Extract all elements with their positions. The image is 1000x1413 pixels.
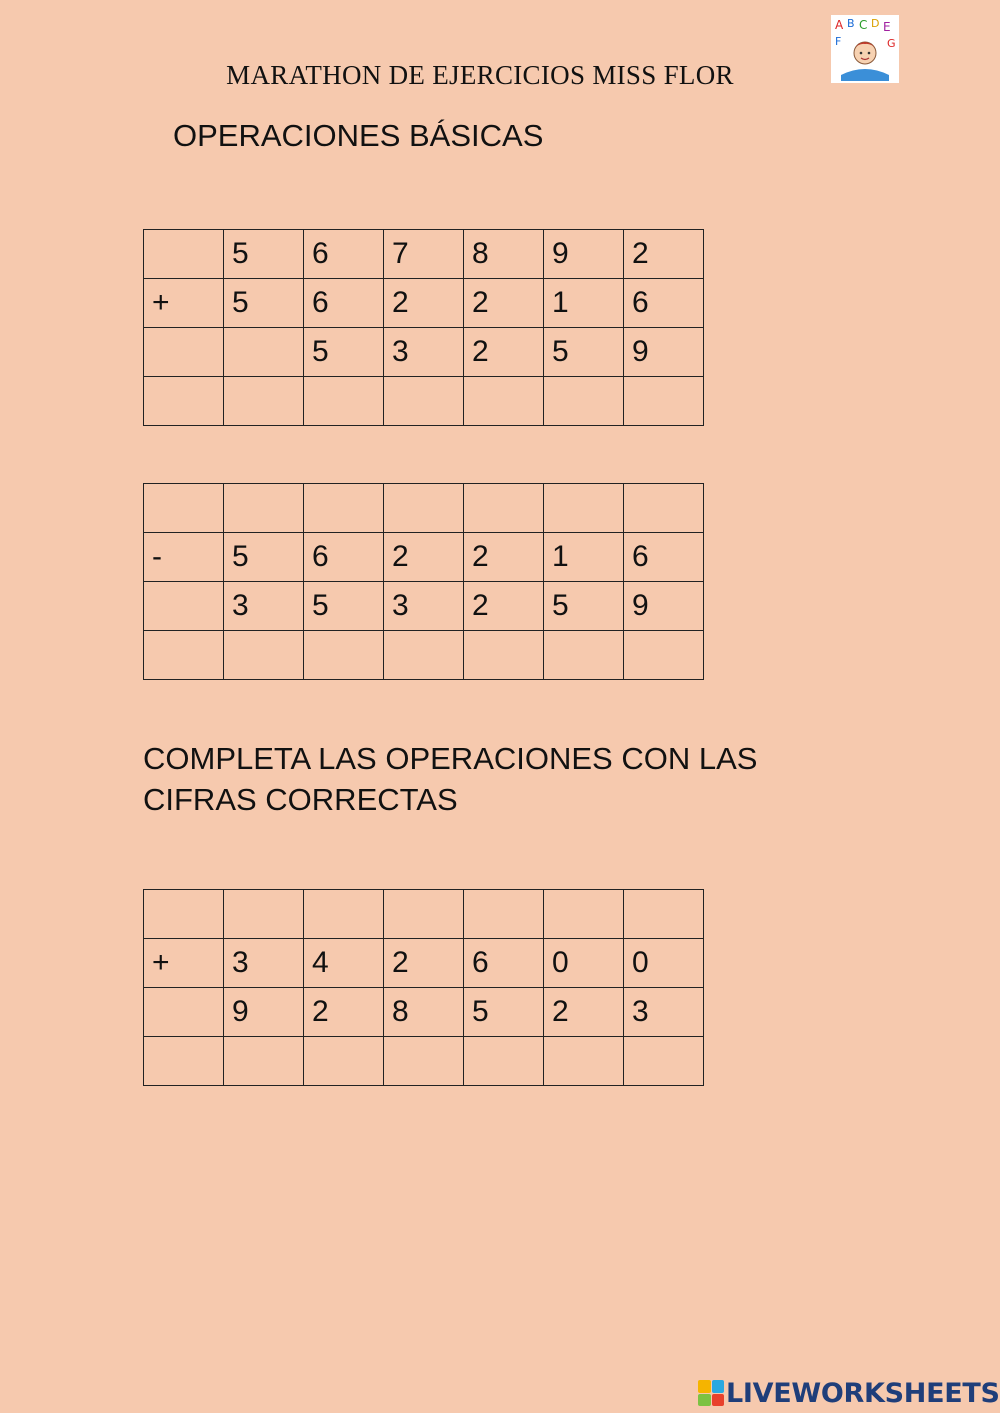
table-row (144, 939, 704, 988)
table-cell: 5 (544, 582, 624, 631)
subtraction-table (143, 483, 704, 680)
table-cell[interactable] (144, 484, 224, 533)
badge-square (698, 1394, 711, 1407)
answer-cell[interactable] (624, 377, 704, 426)
badge-square (712, 1394, 725, 1407)
answer-cell[interactable] (144, 631, 224, 680)
alphabet-child-icon (831, 15, 899, 83)
answer-cell[interactable] (624, 631, 704, 680)
table-cell[interactable] (544, 484, 624, 533)
table-row (144, 533, 704, 582)
addition-table-2 (143, 889, 704, 1086)
answer-cell[interactable] (544, 1037, 624, 1086)
table-cell: 9 (624, 582, 704, 631)
table-row (144, 279, 704, 328)
table-cell: 5 (224, 279, 304, 328)
table-cell (144, 328, 224, 377)
logo-image (831, 15, 899, 83)
table-cell: 5 (464, 988, 544, 1037)
answer-cell[interactable] (544, 377, 624, 426)
table-cell: 2 (384, 939, 464, 988)
svg-text:A: A (835, 18, 844, 32)
answer-cell[interactable] (384, 377, 464, 426)
svg-text:B: B (847, 17, 855, 30)
table-cell: 5 (304, 328, 384, 377)
table-cell: 6 (624, 279, 704, 328)
badge-square (712, 1380, 725, 1393)
table-row (144, 988, 704, 1037)
table-cell: 4 (304, 939, 384, 988)
table-row (144, 484, 704, 533)
table-cell[interactable] (144, 890, 224, 939)
table-cell: 2 (384, 279, 464, 328)
table-cell: 6 (304, 279, 384, 328)
table-cell: 3 (624, 988, 704, 1037)
table-cell: 0 (544, 939, 624, 988)
table-cell: 2 (384, 533, 464, 582)
table-cell: 3 (224, 939, 304, 988)
answer-cell[interactable] (384, 1037, 464, 1086)
table-cell: 2 (304, 988, 384, 1037)
table-cell[interactable] (384, 484, 464, 533)
table-cell: 5 (304, 582, 384, 631)
liveworksheets-logo[interactable] (698, 1378, 1000, 1408)
table-cell: 1 (544, 533, 624, 582)
operator-cell: - (144, 533, 224, 582)
table-cell: 6 (624, 533, 704, 582)
operator-cell: + (144, 939, 224, 988)
liveworksheets-badge-icon (698, 1380, 724, 1406)
operator-cell: + (144, 279, 224, 328)
table-cell[interactable] (304, 484, 384, 533)
table-cell: 2 (464, 582, 544, 631)
answer-row (144, 1037, 704, 1086)
svg-text:E: E (883, 20, 891, 34)
svg-text:G: G (887, 37, 896, 50)
table-cell (144, 582, 224, 631)
table-cell[interactable] (224, 890, 304, 939)
table-cell: 6 (304, 533, 384, 582)
table-cell[interactable] (624, 890, 704, 939)
answer-cell[interactable] (224, 631, 304, 680)
instructions-text: COMPLETA LAS OPERACIONES CON LAS CIFRAS CORRECTAS (143, 741, 758, 817)
answer-row (144, 631, 704, 680)
table-row (144, 890, 704, 939)
answer-cell[interactable] (624, 1037, 704, 1086)
table-cell: 8 (464, 230, 544, 279)
answer-cell[interactable] (464, 631, 544, 680)
table-cell: 9 (624, 328, 704, 377)
answer-row (144, 377, 704, 426)
table-row (144, 328, 704, 377)
table-cell[interactable] (224, 484, 304, 533)
table-cell: 5 (544, 328, 624, 377)
answer-cell[interactable] (224, 377, 304, 426)
answer-cell[interactable] (304, 377, 384, 426)
answer-cell[interactable] (304, 631, 384, 680)
table-cell[interactable] (624, 484, 704, 533)
table-cell: 2 (464, 328, 544, 377)
table-cell[interactable] (544, 890, 624, 939)
table-cell: 5 (224, 230, 304, 279)
table-cell[interactable] (464, 890, 544, 939)
svg-text:D: D (871, 17, 880, 30)
table-cell (144, 988, 224, 1037)
answer-cell[interactable] (464, 1037, 544, 1086)
table-cell: 2 (544, 988, 624, 1037)
table-row (144, 582, 704, 631)
brand-name: LIVEWORKSHEETS (726, 1377, 1000, 1409)
table-cell: 2 (624, 230, 704, 279)
table-cell: 0 (624, 939, 704, 988)
answer-cell[interactable] (464, 377, 544, 426)
table-cell: 1 (544, 279, 624, 328)
svg-text:F: F (835, 35, 842, 48)
page-title: MARATHON DE EJERCICIOS MISS FLOR (226, 60, 734, 90)
table-cell: 7 (384, 230, 464, 279)
table-cell (144, 230, 224, 279)
table-cell[interactable] (464, 484, 544, 533)
table-cell: 6 (464, 939, 544, 988)
answer-cell[interactable] (304, 1037, 384, 1086)
table-cell: 5 (224, 533, 304, 582)
table-cell[interactable] (384, 890, 464, 939)
table-cell: 6 (304, 230, 384, 279)
badge-square (698, 1380, 711, 1393)
answer-cell[interactable] (384, 631, 464, 680)
section-title: OPERACIONES BÁSICAS (173, 118, 544, 153)
addition-table-1 (143, 229, 704, 426)
answer-cell[interactable] (224, 1037, 304, 1086)
table-cell: 3 (384, 582, 464, 631)
answer-cell[interactable] (144, 1037, 224, 1086)
table-cell[interactable] (304, 890, 384, 939)
table-row (144, 230, 704, 279)
svg-text:C: C (859, 18, 868, 32)
table-cell: 9 (224, 988, 304, 1037)
table-cell: 3 (384, 328, 464, 377)
table-cell: 2 (464, 279, 544, 328)
table-cell: 2 (464, 533, 544, 582)
table-cell: 8 (384, 988, 464, 1037)
answer-cell[interactable] (544, 631, 624, 680)
table-cell (224, 328, 304, 377)
table-cell: 9 (544, 230, 624, 279)
table-cell: 3 (224, 582, 304, 631)
answer-cell[interactable] (144, 377, 224, 426)
